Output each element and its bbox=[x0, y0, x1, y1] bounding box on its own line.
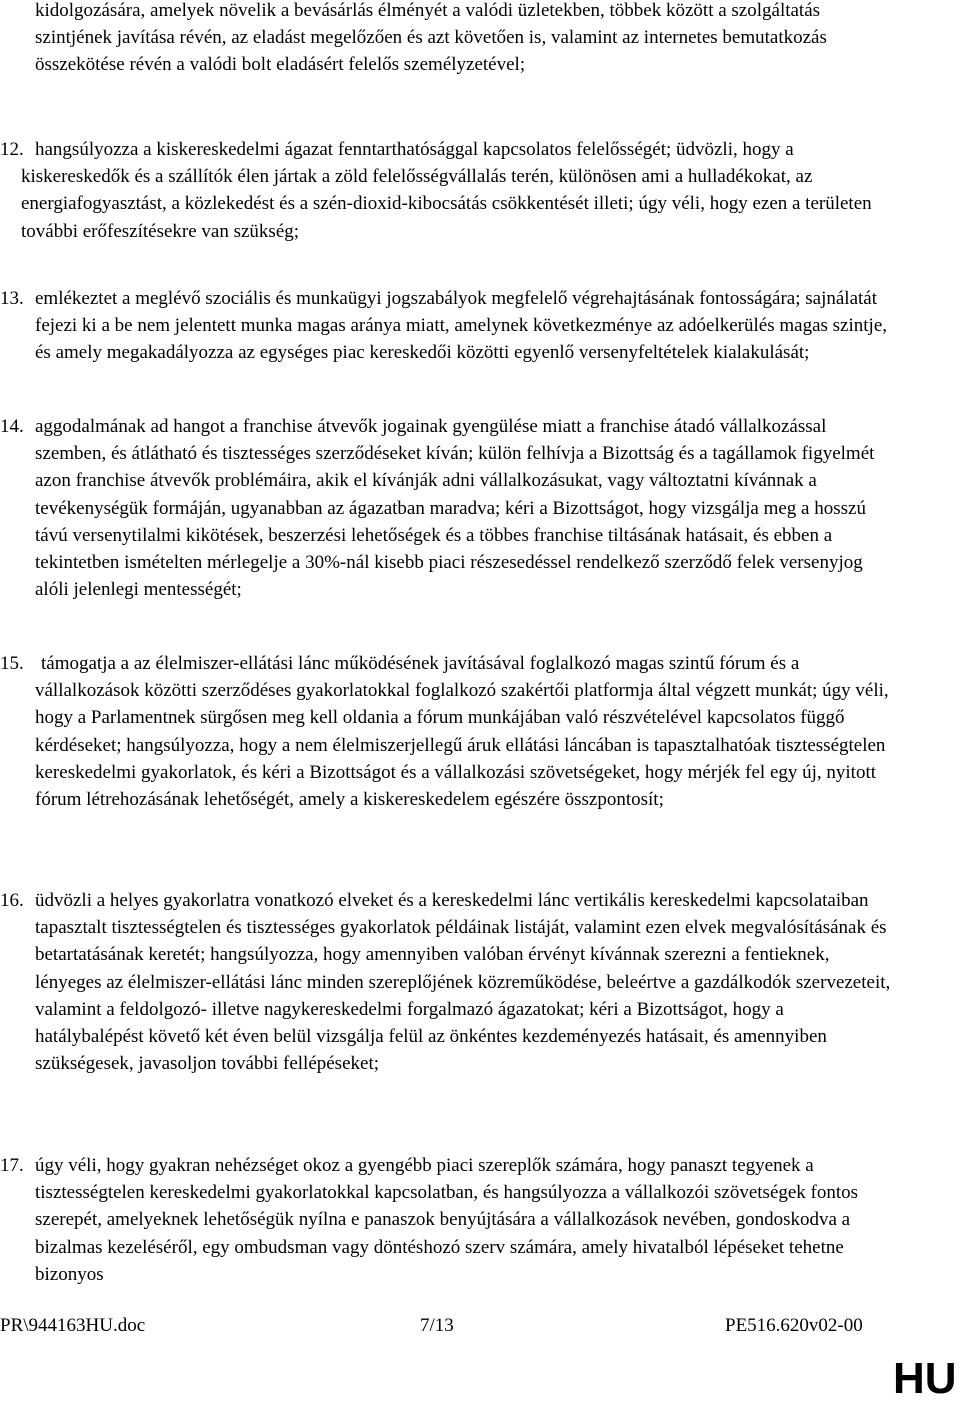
paragraph-text: aggodalmának ad hangot a franchise átvevők jogainak gyengülése miatt a franchise átadó vállalkozással szemben, és átlátható és tisztességes szerződéseket kíván; külön felhívja a Bizottság és a tagállamok figyelmét azon franchise átvevők problémáira, akik el kívánják adni vállalkozásukat, vagy változtatni kívánnak a tevékenységük formáján, ugyanabban az ágazatban maradva; kéri a Bizottságot, hogy vizsgálja meg a hosszú távú versenytilalmi kikötések, beszerzési lehetőségek és a többes franchise tiltásának hatásait, és ebben a tekintetben ismételten mérlegelje a 30%-nál kisebb piaci részesedéssel rendelkező szerződő felek versenyjog alóli jelenlegi mentességét; bbox=[35, 416, 875, 601]
paragraph-text: hangsúlyozza a kiskereskedelmi ágazat fenntarthatósággal kapcsolatos felelősségét; üdvözli, hogy a kiskereskedők és a szállítók élen jártak a zöld felelősségvállalás terén, különösen ami a hulladékokat, az energiafogyasztást, a közlekedést és a szén-dioxid-kibocsátás csökkentését illeti; úgy véli, hogy ezen a területen további erőfeszítésekre van szükség; bbox=[21, 139, 872, 242]
paragraph-text: emlékeztet a meglévő szociális és munkaügyi jogszabályok megfelelő végrehajtásának fontosságára; sajnálatát fejezi ki a be nem jelentett munka magas aránya miatt, amelynek következménye az adóelkerülés magas szintje, és amely megakadályozza az egységes piac kereskedői közötti egyenlő versenyfeltételek kialakulását; bbox=[35, 288, 888, 364]
paragraph-12 bbox=[0, 136, 900, 245]
paragraph-16 bbox=[0, 887, 900, 1077]
paragraph-13 bbox=[0, 285, 900, 367]
paragraph-number: 17. bbox=[0, 1155, 24, 1176]
paragraph-text: üdvözli a helyes gyakorlatra vonatkozó elveket és a kereskedelmi lánc vertikális kereskedelmi kapcsolataiban tapasztalt tisztességtelen és tisztességes gyakorlatok példáinak listáját, valamint ezen elvek megvalósításának és betartatásának keretét; hangsúlyozza, hogy amennyiben valóban érvényt kívánnak szerezni a fentieknek, lényeges az élelmiszer-ellátási lánc minden szereplőjének közreműködése, beleértve a gazdálkodók szervezeteit, valamint a feldolgozó- illetve nagykereskedelmi forgalmazó ágazatokat; kéri a Bizottságot, hogy a hatálybalépést követő két éven belül vizsgálja felül az önkéntes kezdeményezés hatásait, és amennyiben szükségesek, javasoljon további fellépéseket; bbox=[35, 890, 891, 1075]
paragraph-text: úgy véli, hogy gyakran nehézséget okoz a gyengébb piaci szereplők számára, hogy panaszt tegyenek a tisztességtelen kereskedelmi gyakorlatokkal kapcsolatban, és hangsúlyozza a vállalkozói szövetségek fontos szerepét, amelyeknek lehetőségük nyílna e panaszok benyújtására a vállalkozások nevében, gondoskodva a bizalmas kezeléséről, egy ombudsman vagy döntéshozó szerv számára, amely hivatalból lépéseket tehetne bizonyos bbox=[35, 1155, 859, 1285]
footer-page-number: 7/13 bbox=[420, 1315, 454, 1336]
paragraph-number: 15. bbox=[0, 653, 24, 674]
footer-doc-ref: PR\944163HU.doc bbox=[0, 1315, 146, 1336]
paragraph-14 bbox=[0, 413, 900, 603]
paragraph-number: 16. bbox=[0, 890, 24, 911]
paragraph-text: támogatja a az élelmiszer-ellátási lánc működésének javításával foglalkozó magas szintű fórum és a vállalkozások közötti szerződéses gyakorlatokkal foglalkozó szakértői platformja által végzett munkát; úgy véli, hogy a Parlamentnek sürgősen meg kell oldania a fórum munkájában való részvételével kapcsolatos függő kérdéseket; hangsúlyozza, hogy a nem élelmiszerjellegű áruk ellátási láncában is tapasztalhatóak tisztességtelen kereskedelmi gyakorlatok, és kéri a Bizottságot és a vállalkozási szövetségeket, hogy mérjék fel egy új, nyitott fórum létrehozásának lehetőségét, amely a kiskereskedelem egészére összpontosít; bbox=[35, 653, 889, 811]
paragraph-number: 12. bbox=[0, 139, 24, 160]
footer-version: PE516.620v02-00 bbox=[725, 1315, 863, 1336]
paragraph-number: 14. bbox=[0, 416, 24, 437]
language-code: HU bbox=[893, 1354, 957, 1403]
paragraph-15 bbox=[0, 650, 900, 813]
paragraph-17 bbox=[0, 1152, 900, 1288]
page-footer bbox=[0, 1312, 960, 1342]
paragraph-number: 13. bbox=[0, 288, 24, 309]
intro-paragraph: kidolgozására, amelyek növelik a bevásárlás élményét a valódi üzletekben, többek között a szolgáltatás szintjének javítása révén, az eladást megelőzően és azt követően is, valamint az internetes bemutatkozás összekötése révén a valódi bolt eladásért felelős személyzetével; bbox=[35, 0, 827, 76]
